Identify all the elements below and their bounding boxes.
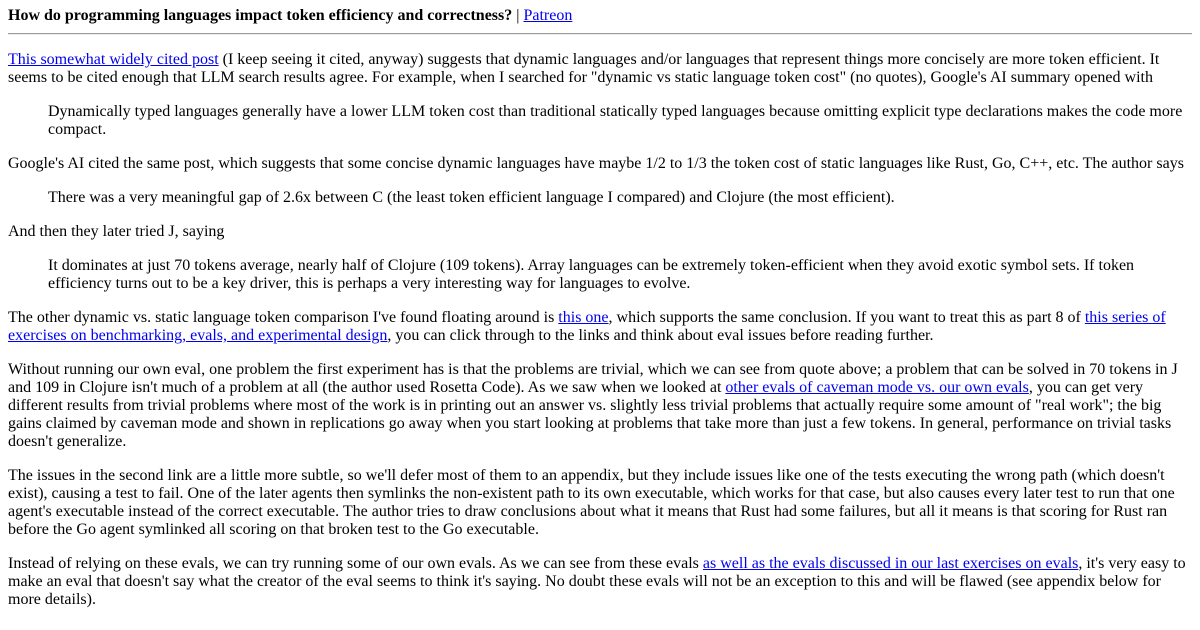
paragraph-text: Without running our own eval, one problem the first experiment has is that the problems are trivial, which we can see from quote above; a problem that can be solved in 70 tokens in J and 109 in Clojure isn't much of a problem at all (the author used Rosetta Code). As we saw when we looked at: [8, 361, 1178, 396]
exercise-series-link[interactable]: this series of exercises on benchmarking, evals, and experimental design: [8, 309, 1166, 344]
paragraph-text: , you can click through to the links and think about eval issues before reading further.: [387, 327, 934, 344]
paragraph-author-says: Google's AI cited the same post, which suggests that some concise dynamic languages have maybe 1/2 to 1/3 the token cost of static languages like Rust, Go, C++, etc. The author says: [8, 155, 1184, 172]
cited-post-link[interactable]: This somewhat widely cited post: [8, 51, 219, 68]
caveman-evals-link[interactable]: other evals of caveman mode vs. our own evals: [725, 379, 1029, 396]
header-divider: [8, 33, 1192, 35]
paragraph-intro-text: (I keep seeing it cited, anyway) suggests that dynamic languages and/or languages that represent things more concisely are more token efficient. It seems to be cited enough that LLM search results agree. For example, when I searched for "dynamic vs static language token cost" (no quotes), Google's AI summary opened with: [8, 51, 1160, 86]
this-one-link[interactable]: this one: [558, 309, 609, 326]
title-separator: |: [512, 7, 524, 24]
paragraph-text: , you can get very different results from trivial problems where most of the work is in printing out an answer vs. slightly less trivial problems that actually require some amount of "real work"; the big gains claimed by caveman mode and shown in replications go away when you start looking at problems that take more than just a few tokens. In general, performance on trivial tasks doesn't generalize.: [8, 379, 1172, 450]
paragraph-other-comparison: [8, 309, 1192, 345]
paragraph-second-link-issues: The issues in the second link are a little more subtle, so we'll defer most of them to an appendix, but they include issues like one of the tests executing the wrong path (which doesn't exist), causing a test to fail. One of the later agents then symlinks the non-existent path to its own executable, which works for that case, but also causes every later test to run that one agent's executable instead of the correct executable. The author tries to draw conclusions about what it means that Rust had some failures, but all it means is that scoring for Rust ran before the Go agent symlinked all scoring on that broken test to the Go executable.: [8, 467, 1175, 538]
paragraph-tried-j: And then they later tried J, saying: [8, 223, 225, 240]
paragraph-trivial-problems: [8, 361, 1192, 451]
quote-token-gap: There was a very meaningful gap of 2.6x between C (the least token efficient language I compared) and Clojure (the most efficient).: [48, 189, 895, 206]
quote-j-dominates: It dominates at just 70 tokens average, nearly half of Clojure (109 tokens). Array languages can be extremely token-efficient when they avoid exotic symbol sets. If token efficiency turns out to be a key driver, this is perhaps a very interesting way for languages to evolve.: [48, 257, 1135, 292]
paragraph-intro: [8, 51, 1192, 87]
paragraph-text: The other dynamic vs. static language token comparison I've found floating around is: [8, 309, 559, 326]
paragraph-text: , it's very easy to make an eval that doesn't say what the creator of the eval seems to think it's saying. No doubt these evals will not be an exception to this and will be flawed (see appendix below for more details).: [8, 555, 1186, 608]
last-exercises-link[interactable]: as well as the evals discussed in our last exercises on evals: [702, 555, 1079, 572]
page-header: [8, 7, 1192, 25]
paragraph-text: Instead of relying on these evals, we can try running some of our own evals. As we can see from these evals: [8, 555, 703, 572]
patreon-link[interactable]: Patreon: [523, 7, 573, 24]
quote-google-ai-summary: Dynamically typed languages generally have a lower LLM token cost than traditional statically typed languages because omitting explicit type declarations makes the code more compact.: [48, 103, 1183, 138]
paragraph-text: , which supports the same conclusion. If you want to treat this as part 8 of: [608, 309, 1085, 326]
page-title: How do programming languages impact token efficiency and correctness?: [8, 7, 513, 24]
paragraph-own-evals: [8, 555, 1192, 609]
